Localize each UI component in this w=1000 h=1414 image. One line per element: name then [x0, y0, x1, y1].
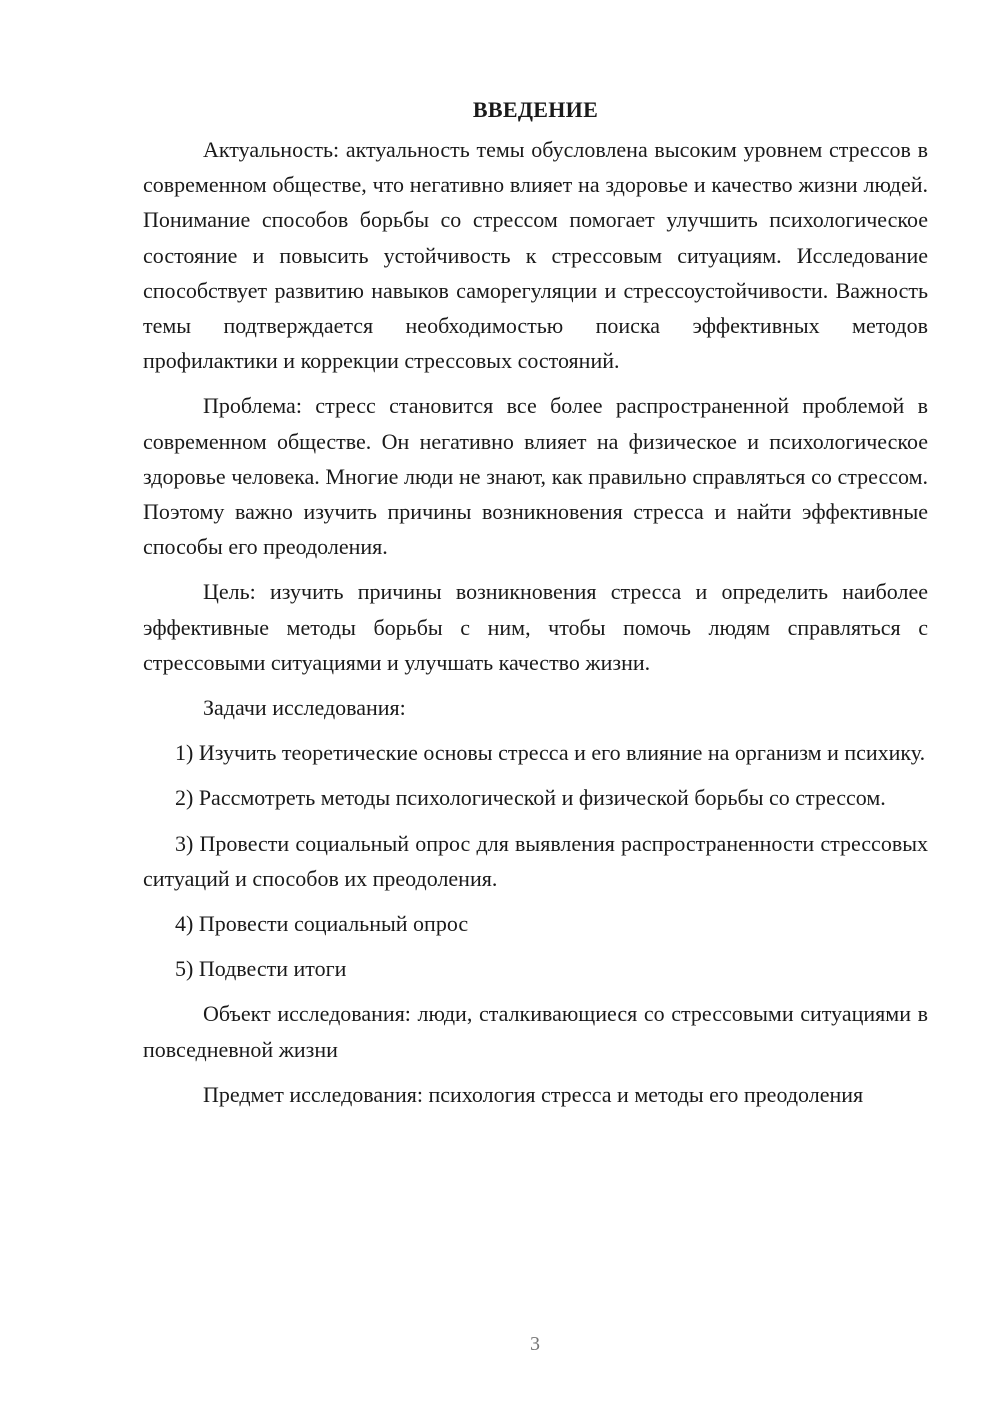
object-paragraph: Объект исследования: люди, сталкивающиеся со стрессовыми ситуациями в повседневной жизни — [143, 1001, 928, 1062]
section-heading: ВВЕДЕНИЕ — [472, 97, 599, 122]
tasks-heading: Задачи исследования: — [203, 695, 406, 721]
subject-paragraph: Предмет исследования: психология стресса и методы его преодоления — [203, 1081, 864, 1107]
goal-paragraph: Цель: изучить причины возникновения стресса и определить наиболее эффективные методы борьбы с ним, чтобы помочь людям справляться с стрессовыми ситуациями и улучшать качество жизни. — [143, 579, 928, 675]
page-number: 3 — [530, 1333, 540, 1355]
document-page — [143, 92, 928, 1112]
problem-paragraph: Проблема: стресс становится все более распространенной проблемой в современном обществе. Он негативно влияет на физическое и психологическое здоровье человека. Многие люди не знают, как правильно справляться со стрессом. Поэтому важно изучить причины возникновения стресса и найти эффективные способы его преодоления. — [143, 393, 928, 560]
task-item-1: 1) Изучить теоретические основы стресса и его влияние на организм и психику. — [175, 740, 926, 766]
task-item-4: 4) Провести социальный опрос — [175, 911, 469, 937]
task-item-3: 3) Провести социальный опрос для выявления распространенности стрессовых ситуаций и способов их преодоления. — [143, 830, 928, 891]
relevance-paragraph: Актуальность: актуальность темы обусловлена высоким уровнем стрессов в современном обществе, что негативно влияет на здоровье и качество жизни людей. Понимание способов борьбы со стрессом помогает улучшить психологическое состояние и повысить устойчивость к стрессовым ситуациям. Исследование способствует развитию навыков саморегуляции и стрессоустойчивости. Важность темы подтверждается необходимостью поиска эффективных методов профилактики и коррекции стрессовых состояний. — [143, 137, 928, 374]
task-item-2: 2) Рассмотреть методы психологической и физической борьбы со стрессом. — [175, 785, 886, 811]
task-item-5: 5) Подвести итоги — [175, 956, 347, 982]
